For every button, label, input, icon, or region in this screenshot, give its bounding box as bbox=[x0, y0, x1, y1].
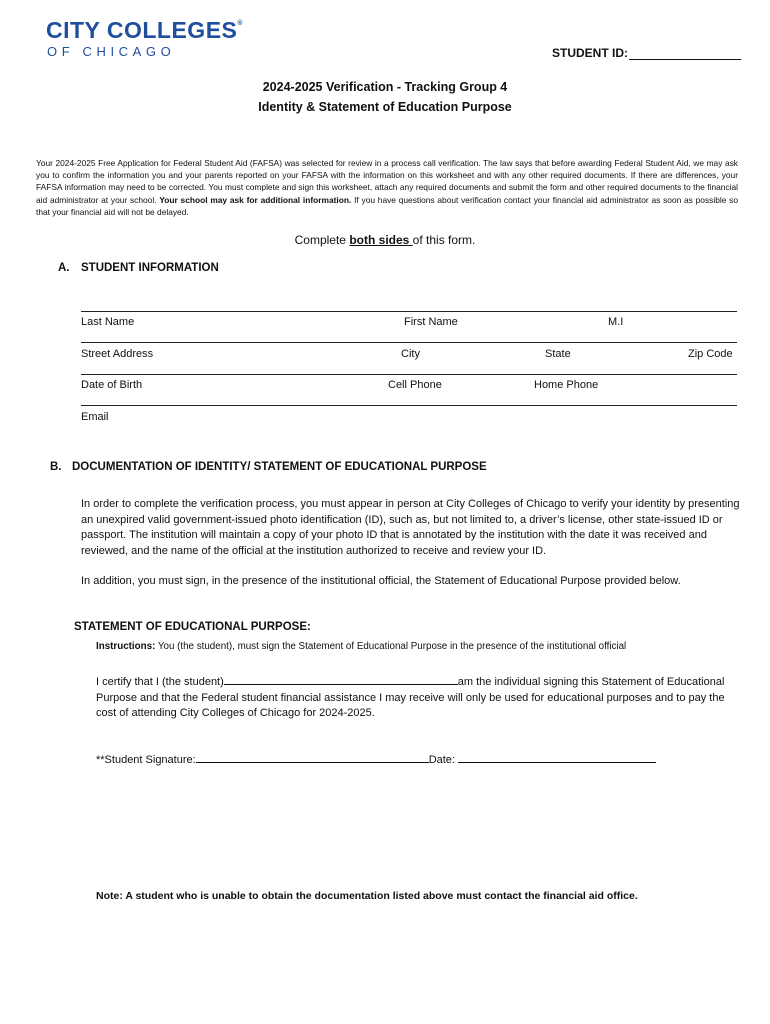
instructions-text: You (the student), must sign the Statement of Educational Purpose in the presence of the institutional official bbox=[155, 641, 627, 652]
date-line[interactable] bbox=[458, 750, 656, 763]
complete-notice-before: Complete bbox=[294, 233, 350, 247]
signature-requirement-paragraph: In addition, you must sign, in the presence of the institutional official, the Statement of Educational Purpose provided below. bbox=[81, 575, 681, 587]
documentation-note: Note: A student who is unable to obtain the documentation listed above must contact the financial aid office. bbox=[96, 890, 638, 902]
statement-heading: STATEMENT OF EDUCATIONAL PURPOSE: bbox=[74, 621, 311, 633]
statement-instructions bbox=[96, 641, 626, 652]
intro-text-end: If you have questions about verification contact your financial aid administrator as soon as possible so that your financial aid will not be delayed. bbox=[36, 194, 738, 217]
intro-bold-text: Your school may ask for additional information. bbox=[159, 194, 352, 205]
certify-before-text: I certify that I (the student) bbox=[96, 676, 224, 688]
complete-notice-emphasis: both sides bbox=[349, 233, 413, 247]
email-label: Email bbox=[81, 411, 109, 423]
section-b-heading bbox=[50, 461, 487, 473]
field-line-contact[interactable] bbox=[81, 374, 737, 375]
date-of-birth-label: Date of Birth bbox=[81, 379, 143, 391]
certification-paragraph bbox=[96, 672, 736, 722]
cell-phone-label: Cell Phone bbox=[388, 379, 442, 391]
logo-line-1: CITY COLLEGES bbox=[46, 17, 238, 43]
student-signature-label: **Student Signature: bbox=[96, 754, 196, 766]
instructions-label: Instructions: bbox=[96, 641, 156, 652]
student-signature-line[interactable] bbox=[196, 750, 429, 763]
student-name-line[interactable] bbox=[224, 672, 458, 685]
intro-paragraph bbox=[36, 157, 738, 218]
complete-both-sides-notice bbox=[0, 233, 770, 247]
intro-text: Your 2024-2025 Free Application for Federal Student Aid (FAFSA) was selected for review in a process call verification. The law says that before awarding Federal Student Aid, we may ask you to confirm the information you and your parents reported on your FAFSA with the information on this worksheet and with any other required documents. If there are differences, your FAFSA information may need to be corrected. You must complete and sign this worksheet, attach any required documents and submit the form and other required documents to the financial aid administrator at your school. bbox=[36, 158, 738, 205]
complete-notice-after: of this form. bbox=[412, 233, 476, 247]
section-a-heading bbox=[58, 262, 219, 274]
field-line-name[interactable] bbox=[81, 311, 737, 312]
home-phone-label: Home Phone bbox=[534, 379, 599, 391]
first-name-label: First Name bbox=[404, 316, 458, 328]
field-line-address[interactable] bbox=[81, 342, 737, 343]
section-a-letter: A. bbox=[58, 262, 70, 274]
section-b-title: DOCUMENTATION OF IDENTITY/ STATEMENT OF EDUCATIONAL PURPOSE bbox=[72, 461, 487, 473]
document-subtitle: Identity & Statement of Education Purpose bbox=[258, 100, 512, 114]
student-id-label: STUDENT ID: bbox=[552, 46, 628, 60]
student-id-input-line[interactable] bbox=[629, 47, 741, 60]
logo-trademark: ® bbox=[237, 20, 244, 27]
identity-paragraph: In order to complete the verification process, you must appear in person at City Colleges of Chicago to verify your identity by presenting an unexpired valid government-issued photo identification (ID), such as, but not limited to, a driver’s license, other state-issued ID or passport. The institution will maintain a copy of your photo ID that is annotated by the institution with the date it was received and reviewed, and the name of the official at the institution authorized to receive and review your ID. bbox=[81, 498, 740, 557]
section-a-title: STUDENT INFORMATION bbox=[81, 262, 219, 274]
document-title: 2024-2025 Verification - Tracking Group 4 bbox=[262, 80, 508, 94]
date-label: Date: bbox=[428, 754, 459, 766]
section-b-letter: B. bbox=[50, 461, 62, 473]
logo-primary-text bbox=[46, 17, 243, 44]
state-label: State bbox=[545, 348, 571, 360]
signature-row bbox=[96, 750, 656, 766]
last-name-label: Last Name bbox=[81, 316, 135, 328]
middle-initial-label: M.I bbox=[608, 316, 624, 328]
street-address-label: Street Address bbox=[81, 348, 154, 360]
certify-after-text: am the individual signing this Statement of Educational Purpose and that the Federal student financial assistance I may receive will only be used for educational purposes and to pay the cost of attending City Colleges of Chicago for 2024-2025. bbox=[96, 676, 725, 719]
student-id-field bbox=[552, 46, 741, 60]
zip-code-label: Zip Code bbox=[688, 348, 733, 360]
logo-secondary-text: OF CHICAGO bbox=[47, 44, 176, 59]
field-line-email[interactable] bbox=[81, 405, 737, 406]
city-label: City bbox=[401, 348, 420, 360]
